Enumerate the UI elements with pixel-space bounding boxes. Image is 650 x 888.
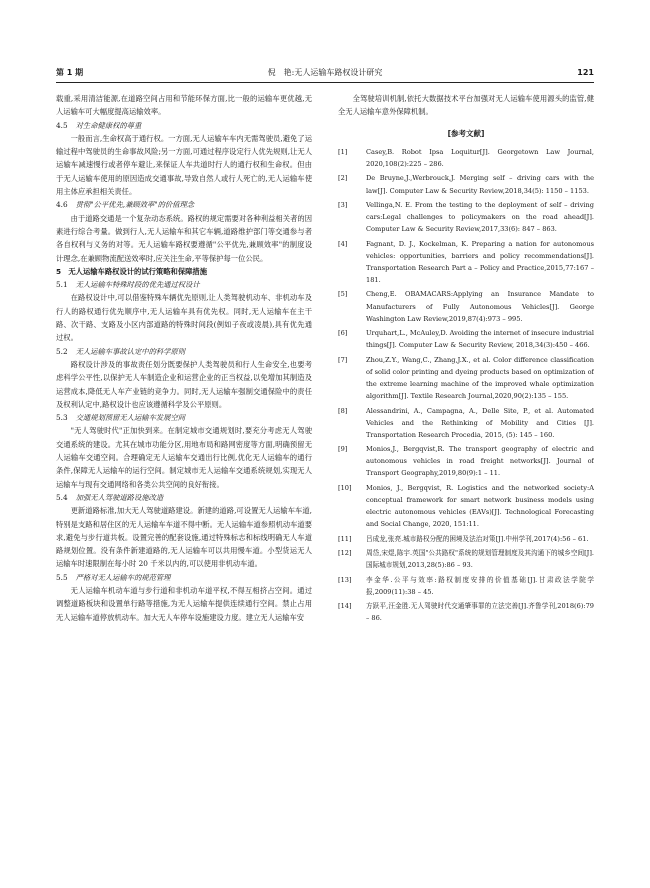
reference-text: Fagnant, D. J., Kockelman, K. Preparing a nation for autonomous vehicles: opportunities, barriers and policy recommendations[J]. Transportation Research Part a – Policy and Practice,2015,77:167 – 181.	[366, 239, 594, 284]
reference-entry	[338, 238, 594, 286]
subsection-heading	[56, 411, 312, 424]
subsection-number: 5.5	[56, 572, 68, 582]
subsection-number: 4.6	[56, 200, 68, 210]
reference-number: [14]	[338, 602, 352, 611]
running-header	[56, 66, 594, 80]
reference-text: Cheng,E. OBAMACARS:Applying an Insurance Mandate to Manufacturers of Fully Autonomous Vehicles[J]. George Washington Law Review,2019,87(4):973 – 995.	[366, 290, 594, 323]
reference-text: Casey,B. Robot Ipsa Loquitur[J]. Georgetown Law Journal, 2020,108(2):225 – 286.	[366, 147, 594, 168]
subsection-title: 加强无人驾驶道路设施改造	[75, 492, 164, 502]
reference-number: [11]	[338, 534, 352, 543]
reference-text: 李金华.公平与效率:路权制度安排的价值基础[J].甘肃政法学院学报,2009(11):38 – 45.	[366, 575, 594, 596]
reference-entry	[338, 574, 594, 598]
subsection-title: 无人运输车特殊时段的优先通过权设计	[75, 280, 200, 290]
subsection-number: 4.5	[56, 120, 68, 130]
reference-number: [13]	[338, 575, 352, 584]
reference-text: 方跃平,汪金胜.无人驾驶时代交通肇事罪的立法完善[J].齐鲁学刊,2018(6):79 – 86.	[366, 602, 594, 623]
reference-text: Zhou,Z.Y., Wang,C., Zhang,J.X., et al. Color difference classification of solid color printing and dyeing products based on optimization of the extreme learning machine of the improved whale optimization algorithm[J]. Textile Research Journal,2020,90(2):135 – 155.	[366, 355, 594, 401]
reference-text: Alessandrini, A., Campagna, A., Delle Site, P., et al. Automated Vehicles and the Rethinking of Mobility and Cities [J]. Transportation Research Procedia, 2015, (5): 145 – 160.	[366, 406, 594, 439]
body-paragraph: 在路权设计中,可以借鉴特殊车辆优先原则,让人类驾驶机动车、非机动车及行人的路权通行优先顺序中,无人运输车具有优先权。同时,无人运输车在主干路、次干路、支路及小区内部道路的特殊时间段(例如子夜或凌晨),具有优先通过权。	[56, 293, 312, 343]
reference-entry	[338, 288, 594, 324]
reference-number: [10]	[338, 483, 352, 492]
reference-entry	[338, 327, 594, 351]
subsection-heading	[56, 491, 312, 504]
subsection-title: 对生命健康权的尊重	[75, 120, 142, 130]
body-paragraph: 载重,采用清洁能源,在道路空间占用和节能环保方面,比一般的运输车更优越,无人运输车可大幅度提高运输效率。	[56, 94, 312, 117]
subsection-heading	[56, 571, 312, 584]
references-list	[338, 146, 594, 625]
reference-entry	[338, 482, 594, 530]
body-paragraph: "无人驾驶时代"正加快到来。在制定城市交通规划时,要充分考虑无人驾驶交通系统的建设。尤其在城市功能分区,用地布局和路网密度等方面,明确预留无人运输车交通空间。合理确定无人运输车交通出行比例,优化无人运输车的通行条件,保障无人运输车的运行空间。制定城市无人运输车交通系统规划,实现无人运输车与现有交通网络和各类公共空间的良好衔接。	[56, 426, 312, 489]
body-paragraph: 由于道路交通是一个复杂动态系统。路权的规定需要对各种利益相关者的因素进行综合考量。做到行人,无人运输车和其它车辆,道路维护部门等交通参与者各自权利与义务的对等。无人运输车路权要遵循"公平优先,兼顾效率"的制度设计理念,在兼顾物流配送效率时,应关注生命,平等保护每一位公民。	[56, 213, 312, 263]
subsection-number: 5.4	[56, 492, 68, 502]
body-paragraph: 更新道路标准,加大无人驾驶道路建设。新建的道路,可设置无人运输车车道,特别是支路和居住区的无人运输车车道不得中断。无人运输车道参照机动车道要求,避免与步行道共板。设置完善的配套设施,通过特殊标志和标线明确无人车道路规划位置。没有条件新建道路的,无人运输车可以共用慢车道。小型货运无人运输车时速限制在每小时 20 千米以内的,可以使用非机动车道。	[56, 506, 312, 569]
continued-paragraph: 全驾驶培训机制,依托大数据技术平台加强对无人运输车使用源头的监管,健全无人运输车意外保障机制。	[338, 94, 594, 117]
reference-number: [4]	[338, 239, 348, 248]
reference-text: De Bruyne,J.,Werbrouck,J. Merging self – driving cars with the law[J]. Computer Law & Security Review,2018,34(5): 1150 – 1153.	[366, 174, 594, 195]
reference-number: [6]	[338, 329, 348, 338]
reference-number: [7]	[338, 355, 348, 364]
reference-entry	[338, 199, 594, 235]
subsection-heading	[56, 278, 312, 291]
subsection-heading	[56, 119, 312, 132]
reference-entry	[338, 146, 594, 170]
references-heading: [参考文献]	[447, 128, 485, 138]
subsection-title: 交通规划预留无人运输车发展空间	[75, 413, 186, 423]
subsection-number: 5.3	[56, 413, 68, 423]
body-paragraph: 无人运输车机动车道与步行道和非机动车道平权,不得互相挤占空间。通过调整道路板块和设置单行路等措施,为无人运输车提供连续通行空间。禁止占用无人运输车道停放机动车。加大无人车停车设施建设力度。建立无人运输车安	[56, 585, 312, 622]
reference-entry	[338, 547, 594, 571]
reference-entry	[338, 354, 594, 402]
right-column	[338, 92, 594, 862]
reference-text: Urquhart,L., McAuley,D. Avoiding the internet of insecure industrial things[J]. Computer Law & Security Review, 2018,34(3):450 – 466.	[366, 329, 594, 350]
reference-number: [12]	[338, 549, 352, 558]
reference-entry	[338, 172, 594, 196]
reference-number: [5]	[338, 290, 348, 299]
reference-text: 周岱,宋煜,陈宇.英国"公共路权"系统的规划管理制度及其沟通下的城乡空间[J].国际城市规划,2013,28(5):86 – 93.	[366, 549, 594, 570]
reference-number: [2]	[338, 174, 348, 183]
subsection-number: 5.2	[56, 346, 68, 356]
reference-entry	[338, 405, 594, 441]
reference-entry	[338, 533, 594, 545]
page-number: 121	[577, 68, 594, 77]
subsection-title: 严格对无人运输车的规范管理	[75, 572, 171, 582]
subsection-heading	[56, 198, 312, 211]
body-paragraph: 路权设计涉及的事故责任划分既要保护人类驾驶员和行人生命安全,也要考虑科学公平性,以保护无人车制造企业和运营企业的正当权益,以免增加其制造及运营成本,降低无人车产业链的竞争力。同时,无人运输车强制交通保险中的责任及权利认定中,路权设计也应该遵循科学及公平原则。	[56, 359, 312, 409]
reference-text: Monios, J., Bergqvist, R. Logistics and the networked society:A conceptual framework for smart network business models using electric autonomous vehicles (EAVs)[J]. Technological Forecasting and Social Change, 2020, 151:11.	[366, 483, 594, 529]
reference-number: [9]	[338, 445, 348, 454]
header-rule	[56, 82, 594, 83]
subsection-heading	[56, 345, 312, 358]
running-title: 倪 艳:无人运输车路权设计研究	[267, 68, 383, 77]
reference-number: [3]	[338, 201, 348, 210]
subsection-number: 5.1	[56, 280, 68, 290]
reference-number: [8]	[338, 406, 348, 415]
reference-text: Vellinga,N. E. From the testing to the deployment of self – driving cars:Legal challenges to policymakers on the road ahead[J]. Computer Law & Security Review,2017,33(6): 847 – 863.	[366, 201, 594, 234]
reference-text: Monios,J., Bergqvist,R. The transport geography of electric and autonomous vehicles in road freight networks[J]. Journal of Transport Geography,2019,80(9):1 – 11.	[366, 445, 594, 478]
reference-entry	[338, 443, 594, 479]
reference-text: 吕成龙,张亮.城市路权分配的困境及法治对策[J].中州学刊,2017(4):56 – 61.	[366, 534, 589, 543]
subsection-title: 贯彻"公平优先,兼顾效率"的价值理念	[75, 200, 195, 210]
section-heading: 5 无人运输车路权设计的试行策略和保障措施	[56, 266, 208, 276]
body-paragraph: 一般而言,生命权高于通行权。一方面,无人运输车车内无需驾驶员,避免了运输过程中驾驶员的生命事故风险;另一方面,可通过程序设定行人优先规则,让无人运输车减速慢行或者停车避让,来保证人车共道时行人的通行权和生命权。但由于无人运输车使用的原因造成交通事故,导致自然人或行人死亡的,无人运输车使用主体应承担相关责任。	[56, 133, 312, 197]
left-column	[56, 92, 312, 862]
subsection-title: 无人运输车事故认定中的科学原则	[75, 346, 186, 356]
reference-entry	[338, 600, 594, 624]
issue-number: 第 1 期	[56, 68, 84, 77]
reference-number: [1]	[338, 147, 348, 156]
